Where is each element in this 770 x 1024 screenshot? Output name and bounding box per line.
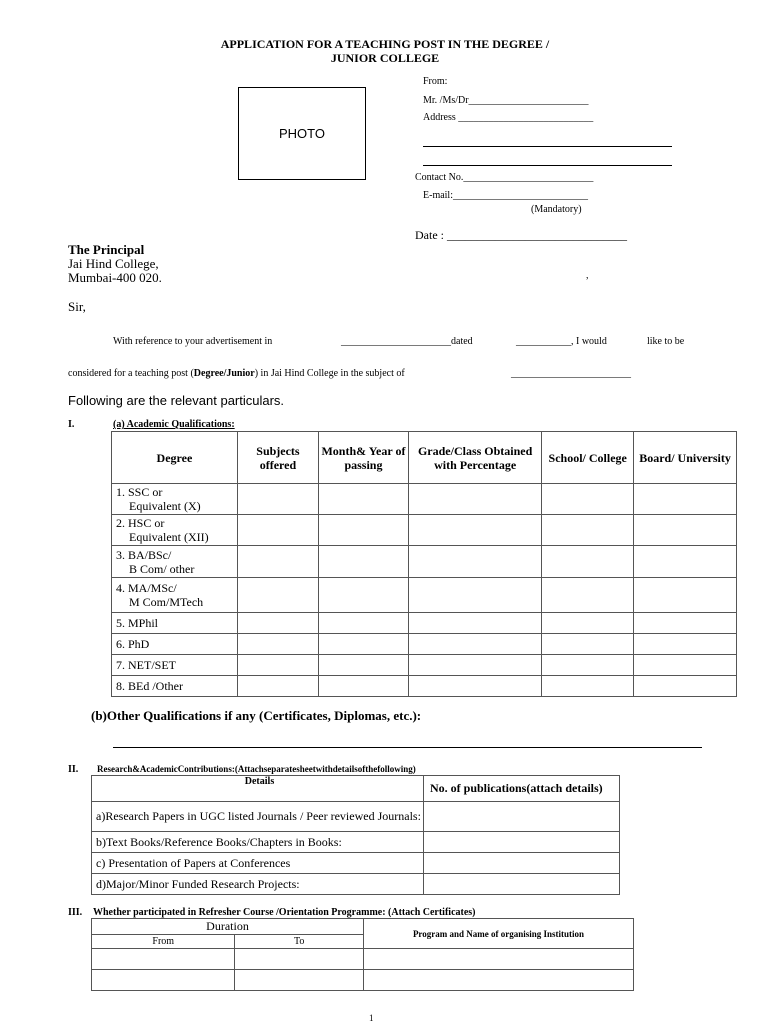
section3-heading: Whether participated in Refresher Course /Orientation Programme: (Attach Certificates) [93, 907, 476, 918]
board-cell[interactable] [634, 634, 737, 655]
to-cell[interactable] [235, 949, 364, 970]
degree-cell: 6. PhD [112, 634, 238, 655]
contact-field[interactable]: Contact No.__________________________ [415, 172, 594, 183]
table-row [112, 578, 737, 613]
subjects-cell[interactable] [237, 484, 318, 515]
consider-text-a: considered for a teaching post ( [68, 368, 194, 379]
advertisement-blank[interactable]: ______________________dated [341, 336, 473, 347]
year-cell[interactable] [319, 484, 409, 515]
research-detail: d)Major/Minor Funded Research Projects: [92, 874, 424, 895]
school-cell[interactable] [542, 515, 634, 546]
board-cell[interactable] [634, 546, 737, 578]
col-details: Details [92, 776, 424, 802]
degree-cell: 2. HSC or Equivalent (XII) [112, 515, 238, 546]
col-from: From [92, 935, 235, 949]
publications-cell[interactable] [424, 853, 620, 874]
research-table [91, 775, 620, 895]
school-cell[interactable] [542, 546, 634, 578]
address-line-2[interactable] [423, 146, 672, 147]
refresher-course-table [91, 918, 634, 991]
board-cell[interactable] [634, 515, 737, 546]
stray-comma: , [586, 270, 589, 281]
grade-cell[interactable] [408, 484, 541, 515]
table-row [92, 970, 634, 991]
duration-header-row [92, 919, 634, 935]
table-row [92, 832, 620, 853]
publications-cell[interactable] [424, 874, 620, 895]
col-grade: Grade/Class Obtained with Percentage [408, 432, 541, 484]
year-cell[interactable] [319, 655, 409, 676]
year-cell[interactable] [319, 634, 409, 655]
table-row [92, 949, 634, 970]
subjects-cell[interactable] [237, 676, 318, 697]
table-row [112, 484, 737, 515]
board-cell[interactable] [634, 613, 737, 634]
subjects-cell[interactable] [237, 515, 318, 546]
date-field[interactable]: Date : ______________________________ [415, 228, 627, 242]
degree-cell: 8. BEd /Other [112, 676, 238, 697]
board-cell[interactable] [634, 655, 737, 676]
recipient-line1: Jai Hind College, [68, 256, 159, 271]
research-detail: c) Presentation of Papers at Conferences [92, 853, 424, 874]
academic-qualifications-table [111, 431, 737, 697]
board-cell[interactable] [634, 484, 737, 515]
recipient-line2: Mumbai-400 020. [68, 270, 162, 285]
document-title-line1: APPLICATION FOR A TEACHING POST IN THE DEGREE / [220, 37, 550, 51]
year-cell[interactable] [319, 578, 409, 613]
section1-number: I. [68, 419, 75, 430]
publications-cell[interactable] [424, 832, 620, 853]
consider-text [68, 368, 405, 379]
degree-cell: 1. SSC or Equivalent (X) [112, 484, 238, 515]
year-cell[interactable] [319, 546, 409, 578]
table-row [112, 515, 737, 546]
program-cell[interactable] [363, 949, 633, 970]
degree-cell: 5. MPhil [112, 613, 238, 634]
school-cell[interactable] [542, 578, 634, 613]
school-cell[interactable] [542, 484, 634, 515]
publications-cell[interactable] [424, 802, 620, 832]
board-cell[interactable] [634, 676, 737, 697]
table-row [112, 613, 737, 634]
subject-blank[interactable]: ________________________ [511, 368, 631, 379]
table-header-row [112, 432, 737, 484]
table-row [92, 802, 620, 832]
table-row [112, 546, 737, 578]
grade-cell[interactable] [408, 515, 541, 546]
section2-number: II. [68, 764, 79, 775]
mandatory-note: (Mandatory) [531, 204, 582, 215]
to-cell[interactable] [235, 970, 364, 991]
consider-bold: Degree/Junior [193, 368, 255, 379]
col-subjects: Subjects offered [237, 432, 318, 484]
research-detail: b)Text Books/Reference Books/Chapters in Books: [92, 832, 424, 853]
following-text: Following are the relevant particulars. [68, 393, 285, 408]
grade-cell[interactable] [408, 546, 541, 578]
year-cell[interactable] [319, 613, 409, 634]
col-school: School/ College [542, 432, 634, 484]
col-duration: Duration [92, 919, 364, 935]
year-cell[interactable] [319, 515, 409, 546]
page-number: 1 [369, 1013, 374, 1023]
col-publications: No. of publications(attach details) [424, 776, 620, 802]
subjects-cell[interactable] [237, 655, 318, 676]
recipient-title: The Principal [68, 242, 145, 257]
research-detail: a)Research Papers in UGC listed Journals / Peer reviewed Journals: [92, 802, 424, 832]
subjects-cell[interactable] [237, 634, 318, 655]
grade-cell[interactable] [408, 613, 541, 634]
table-row [112, 655, 737, 676]
grade-cell[interactable] [408, 634, 541, 655]
research-header-row [92, 776, 620, 802]
document-title-line2: JUNIOR COLLEGE [330, 51, 440, 65]
from-cell[interactable] [92, 949, 235, 970]
reference-text: With reference to your advertisement in [113, 336, 273, 347]
from-label: From: [423, 76, 448, 87]
table-row [92, 874, 620, 895]
col-board: Board/ University [634, 432, 737, 484]
section3-number: III. [68, 907, 83, 918]
date-blank[interactable]: ___________, I would [516, 336, 607, 347]
school-cell[interactable] [542, 613, 634, 634]
subjects-cell[interactable] [237, 546, 318, 578]
board-cell[interactable] [634, 578, 737, 613]
address-line-3[interactable] [423, 165, 672, 166]
table-row [112, 634, 737, 655]
subjects-cell[interactable] [237, 578, 318, 613]
subjects-cell[interactable] [237, 613, 318, 634]
school-cell[interactable] [542, 634, 634, 655]
consider-text-b: ) in Jai Hind College in the subject of [254, 368, 405, 379]
degree-cell: 4. MA/MSc/ M Com/MTech [112, 578, 238, 613]
reference-text-end: like to be [647, 336, 685, 347]
grade-cell[interactable] [408, 655, 541, 676]
col-degree: Degree [112, 432, 238, 484]
email-field[interactable]: E-mail:___________________________ [423, 190, 588, 201]
from-cell[interactable] [92, 970, 235, 991]
name-field[interactable]: Mr. /Ms/Dr________________________ [423, 95, 589, 106]
col-month-year: Month& Year of passing [319, 432, 409, 484]
table-row [112, 676, 737, 697]
degree-cell: 3. BA/BSc/ B Com/ other [112, 546, 238, 578]
program-cell[interactable] [363, 970, 633, 991]
year-cell[interactable] [319, 676, 409, 697]
photo-label: PHOTO [279, 126, 325, 141]
col-program: Program and Name of organising Institution [363, 919, 633, 949]
col-to: To [235, 935, 364, 949]
other-qualifications-label: (b)Other Qualifications if any (Certificates, Diplomas, etc.): [91, 708, 422, 723]
address-field[interactable]: Address ___________________________ [423, 112, 594, 123]
table-row [92, 853, 620, 874]
other-qualifications-line[interactable] [113, 747, 702, 748]
section1-heading: (a) Academic Qualifications: [113, 419, 235, 430]
school-cell[interactable] [542, 676, 634, 697]
grade-cell[interactable] [408, 676, 541, 697]
grade-cell[interactable] [408, 578, 541, 613]
degree-cell: 7. NET/SET [112, 655, 238, 676]
school-cell[interactable] [542, 655, 634, 676]
salutation: Sir, [68, 299, 86, 314]
section2-heading: Research&AcademicContributions:(Attachseparatesheetwithdetailsofthefollowing) [97, 764, 416, 774]
photo-box[interactable] [238, 87, 366, 180]
